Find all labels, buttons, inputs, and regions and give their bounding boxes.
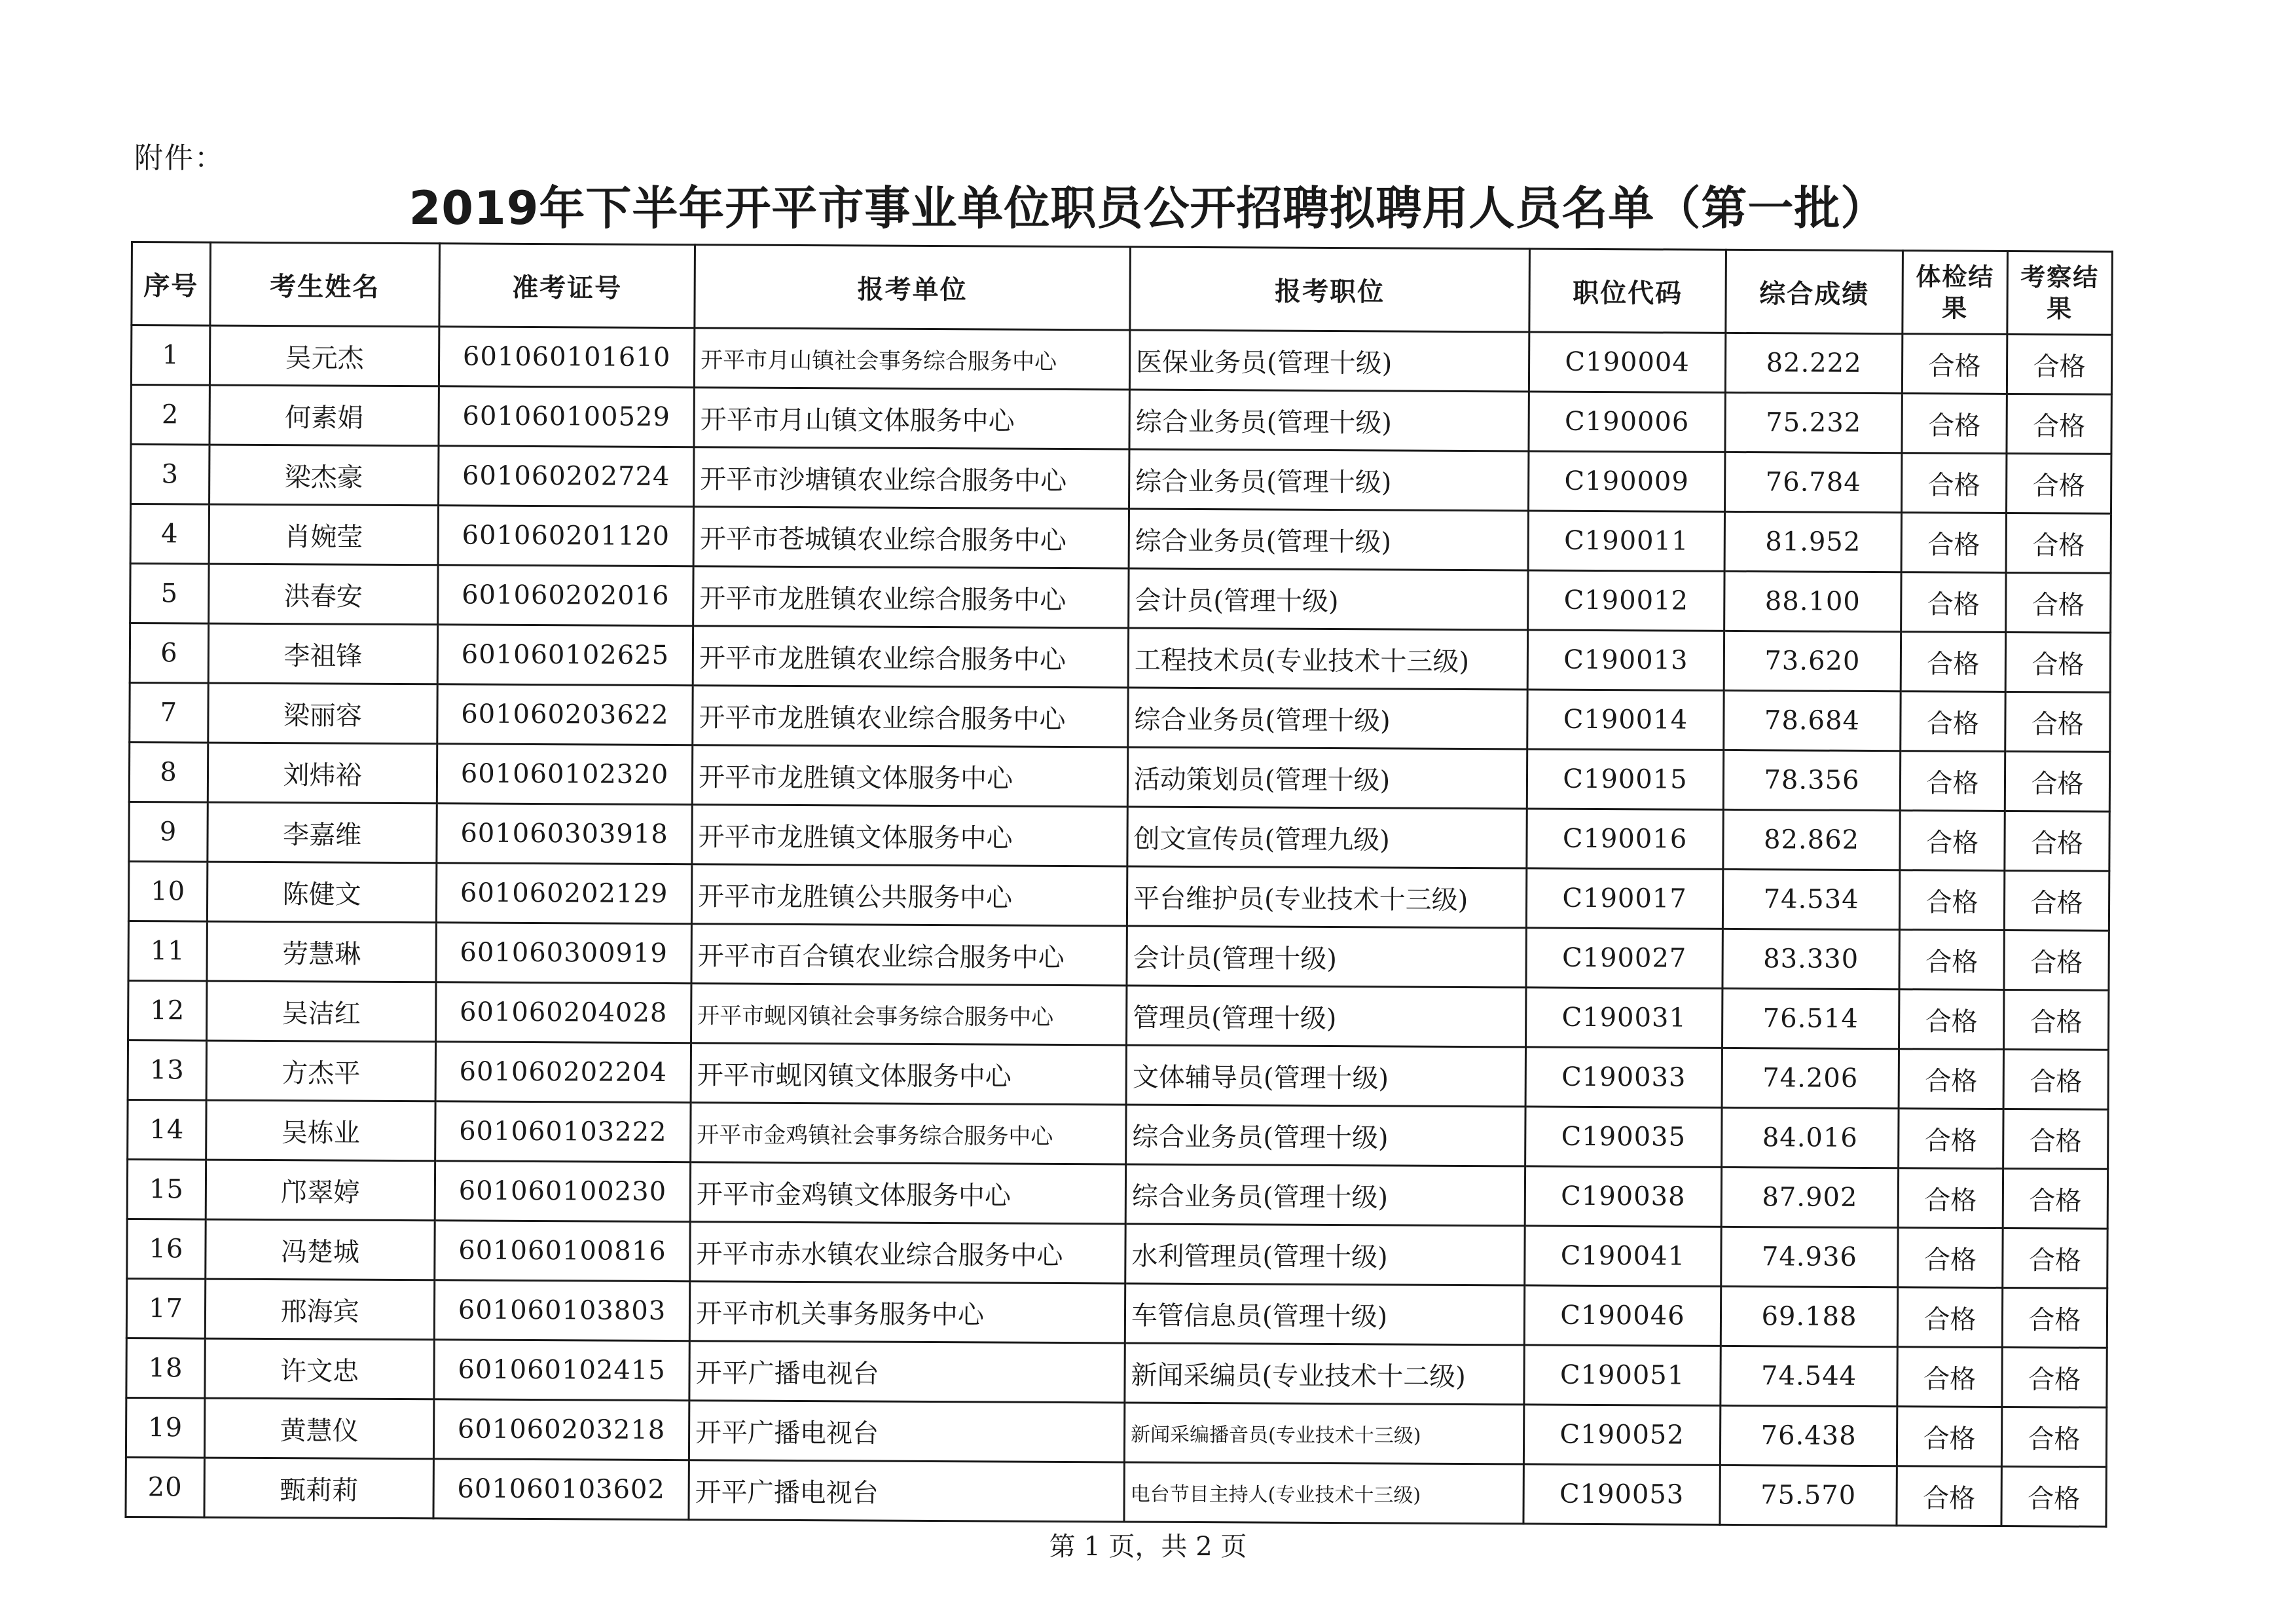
cell-review: 合格	[2003, 1168, 2107, 1228]
cell-no: 9	[129, 802, 208, 862]
cell-score: 75.232	[1725, 392, 1902, 452]
cell-review: 合格	[2005, 751, 2109, 811]
header-position: 报考职位	[1130, 247, 1530, 332]
cell-no: 6	[130, 623, 208, 684]
cell-code: C190016	[1527, 809, 1723, 869]
cell-ticket: 601060303918	[437, 803, 692, 864]
cell-medical: 合格	[1899, 930, 2004, 990]
cell-ticket: 601060102415	[434, 1340, 689, 1401]
cell-ticket: 601060103803	[434, 1280, 689, 1341]
cell-ticket: 601060202016	[438, 565, 693, 626]
cell-medical: 合格	[1897, 1466, 2001, 1526]
cell-position: 文体辅导员(管理十级)	[1126, 1045, 1525, 1107]
cell-code: C190052	[1523, 1405, 1720, 1465]
table-row	[128, 1040, 2108, 1109]
cell-position: 活动策划员(管理十级)	[1127, 747, 1527, 809]
cell-name: 吴元杰	[210, 325, 439, 386]
cell-name: 劳慧琳	[207, 921, 436, 982]
cell-score: 82.862	[1723, 809, 1900, 870]
cell-medical: 合格	[1898, 1228, 2003, 1288]
cell-score: 75.570	[1720, 1465, 1897, 1525]
table-row	[126, 1457, 2106, 1526]
table-row	[130, 623, 2110, 693]
table-row	[129, 802, 2109, 871]
table-row	[129, 742, 2109, 811]
cell-position: 综合业务员(管理十级)	[1129, 509, 1528, 570]
cell-code: C190027	[1526, 928, 1722, 988]
cell-position: 车管信息员(管理十级)	[1125, 1283, 1524, 1345]
table-body	[126, 325, 2112, 1527]
cell-name: 黄慧仪	[204, 1398, 433, 1459]
cell-ticket: 601060203218	[433, 1399, 689, 1460]
cell-unit: 开平市月山镇文体服务中心	[694, 388, 1129, 449]
cell-code: C190004	[1529, 332, 1725, 392]
cell-score: 73.620	[1724, 631, 1901, 691]
cell-unit: 开平市龙胜镇公共服务中心	[691, 864, 1127, 926]
cell-review: 合格	[2006, 573, 2111, 633]
cell-review: 合格	[2001, 1407, 2106, 1467]
cell-no: 14	[128, 1099, 206, 1160]
cell-name: 甄莉莉	[204, 1458, 433, 1519]
cell-position: 新闻采编员(专业技术十二级)	[1125, 1343, 1524, 1405]
cell-position: 综合业务员(管理十级)	[1126, 1105, 1525, 1166]
cell-medical: 合格	[1898, 1168, 2003, 1228]
cell-name: 陈健文	[207, 862, 436, 923]
cell-medical: 合格	[1897, 1287, 2002, 1348]
cell-code: C190035	[1525, 1107, 1722, 1167]
cell-review: 合格	[2005, 633, 2110, 693]
cell-review: 合格	[2002, 1287, 2107, 1348]
cell-ticket: 601060204028	[436, 982, 691, 1043]
cell-no: 18	[126, 1338, 205, 1398]
header-medical: 体检结果	[1903, 251, 2008, 335]
table-row	[126, 1338, 2107, 1407]
cell-ticket: 601060202204	[435, 1042, 691, 1103]
table-row	[131, 385, 2111, 454]
cell-unit: 开平广播电视台	[689, 1341, 1125, 1403]
cell-review: 合格	[2004, 930, 2109, 990]
table-header	[132, 242, 2113, 335]
cell-ticket: 601060300919	[436, 923, 691, 984]
cell-score: 84.016	[1722, 1107, 1899, 1168]
cell-position: 综合业务员(管理十级)	[1128, 688, 1527, 749]
cell-review: 合格	[2003, 1109, 2108, 1169]
table-row	[131, 325, 2111, 395]
cell-name: 何素娟	[210, 385, 439, 446]
cell-no: 7	[130, 682, 208, 743]
table-row	[130, 682, 2110, 752]
cell-unit: 开平市蚬冈镇文体服务中心	[691, 1043, 1126, 1105]
cell-medical: 合格	[1897, 1347, 2002, 1407]
cell-no: 10	[128, 861, 207, 921]
cell-unit: 开平市沙塘镇农业综合服务中心	[694, 447, 1129, 509]
cell-position: 综合业务员(管理十级)	[1129, 390, 1529, 451]
cell-score: 88.100	[1724, 571, 1901, 631]
cell-no: 3	[131, 445, 210, 505]
cell-review: 合格	[2004, 870, 2109, 931]
cell-name: 梁杰豪	[210, 445, 439, 506]
cell-score: 74.544	[1721, 1346, 1897, 1406]
cell-medical: 合格	[1901, 632, 2005, 692]
cell-name: 肖婉莹	[209, 504, 438, 565]
cell-no: 17	[126, 1278, 205, 1338]
cell-no: 13	[128, 1040, 206, 1100]
cell-no: 15	[127, 1159, 206, 1219]
cell-review: 合格	[2003, 1228, 2107, 1288]
cell-code: C190038	[1525, 1166, 1721, 1227]
cell-ticket: 601060101610	[439, 327, 694, 388]
cell-position: 水利管理员(管理十级)	[1125, 1224, 1525, 1285]
cell-no: 5	[130, 564, 209, 624]
cell-score: 78.684	[1724, 690, 1901, 750]
cell-unit: 开平广播电视台	[689, 1401, 1124, 1462]
cell-unit: 开平市金鸡镇社会事务综合服务中心	[691, 1103, 1126, 1164]
cell-code: C190017	[1526, 868, 1722, 929]
cell-code: C190051	[1524, 1345, 1721, 1405]
cell-medical: 合格	[1897, 1407, 2001, 1467]
cell-score: 76.438	[1720, 1405, 1897, 1466]
table-row	[128, 861, 2109, 931]
cell-position: 新闻采编播音员(专业技术十三级)	[1124, 1403, 1523, 1464]
cell-medical: 合格	[1902, 334, 2007, 394]
cell-ticket: 601060100230	[435, 1161, 690, 1222]
cell-code: C190046	[1524, 1285, 1721, 1346]
cell-code: C190013	[1527, 630, 1724, 690]
cell-name: 刘炜裕	[208, 743, 437, 803]
cell-name: 邢海宾	[205, 1279, 434, 1340]
cell-unit: 开平市龙胜镇农业综合服务中心	[693, 626, 1128, 688]
cell-unit: 开平市龙胜镇农业综合服务中心	[693, 686, 1128, 747]
table-row	[126, 1278, 2107, 1348]
cell-medical: 合格	[1902, 453, 2007, 513]
cell-name: 李嘉维	[208, 802, 437, 863]
cell-name: 邝翠婷	[206, 1160, 435, 1221]
cell-review: 合格	[2003, 1049, 2108, 1109]
cell-code: C190012	[1528, 570, 1724, 631]
cell-medical: 合格	[1899, 1049, 2003, 1109]
cell-unit: 开平市机关事务服务中心	[689, 1282, 1125, 1343]
cell-position: 电台节目主持人(专业技术十三级)	[1124, 1462, 1523, 1524]
cell-no: 2	[131, 385, 210, 445]
header-review: 考察结果	[2007, 251, 2113, 335]
table-row	[127, 1159, 2107, 1228]
cell-position: 创文宣传员(管理九级)	[1127, 807, 1527, 868]
cell-name: 梁丽容	[208, 683, 437, 744]
cell-name: 吴栋业	[206, 1100, 435, 1161]
header-score: 综合成绩	[1726, 249, 1903, 333]
cell-name: 吴洁红	[207, 981, 436, 1042]
cell-no: 11	[128, 921, 207, 981]
cell-score: 76.514	[1722, 988, 1899, 1048]
cell-position: 会计员(管理十级)	[1127, 926, 1526, 987]
cell-no: 16	[127, 1219, 206, 1279]
cell-review: 合格	[2006, 513, 2111, 574]
cell-position: 平台维护员(专业技术十三级)	[1127, 866, 1526, 928]
header-name: 考生姓名	[210, 242, 440, 327]
cell-ticket: 601060201120	[438, 506, 693, 566]
cell-ticket: 601060102320	[437, 744, 692, 805]
cell-no: 19	[126, 1397, 204, 1458]
cell-name: 洪春安	[209, 564, 438, 625]
cell-ticket: 601060100816	[435, 1221, 690, 1282]
cell-score: 82.222	[1725, 333, 1902, 393]
cell-code: C190011	[1528, 511, 1724, 571]
cell-ticket: 601060103602	[433, 1459, 689, 1520]
cell-medical: 合格	[1899, 989, 2004, 1050]
cell-ticket: 601060202129	[436, 863, 691, 924]
cell-name: 李祖锋	[208, 623, 437, 684]
cell-no: 20	[126, 1457, 204, 1517]
table-row	[131, 445, 2111, 514]
cell-unit: 开平市龙胜镇农业综合服务中心	[693, 566, 1129, 628]
cell-score: 87.902	[1721, 1167, 1898, 1227]
cell-score: 74.206	[1722, 1048, 1899, 1108]
cell-medical: 合格	[1899, 870, 2004, 931]
cell-medical: 合格	[1899, 1109, 2003, 1169]
cell-unit: 开平广播电视台	[689, 1460, 1124, 1522]
cell-review: 合格	[2007, 335, 2111, 395]
page-footer: 第 1 页，共 2 页	[1049, 1532, 1247, 1562]
table-row	[127, 1219, 2107, 1288]
cell-code: C190009	[1529, 451, 1725, 511]
cell-name: 方杰平	[206, 1041, 435, 1101]
cell-review: 合格	[2004, 989, 2109, 1050]
cell-unit: 开平市蚬冈镇社会事务综合服务中心	[691, 984, 1127, 1045]
cell-score: 69.188	[1721, 1286, 1897, 1346]
cell-code: C190031	[1526, 987, 1722, 1048]
cell-ticket: 601060203622	[437, 684, 693, 745]
cell-review: 合格	[2007, 394, 2111, 454]
cell-position: 会计员(管理十级)	[1129, 568, 1528, 630]
cell-unit: 开平市赤水镇农业综合服务中心	[690, 1222, 1125, 1283]
cell-position: 医保业务员(管理十级)	[1129, 330, 1529, 392]
cell-code: C190014	[1527, 690, 1724, 750]
cell-no: 12	[128, 980, 207, 1041]
cell-medical: 合格	[1901, 572, 2006, 633]
cell-score: 78.356	[1723, 750, 1900, 810]
cell-position: 工程技术员(专业技术十三级)	[1128, 628, 1527, 690]
header-no: 序号	[132, 242, 211, 326]
cell-medical: 合格	[1900, 811, 2005, 871]
cell-score: 83.330	[1722, 929, 1899, 989]
cell-position: 综合业务员(管理十级)	[1125, 1164, 1525, 1226]
cell-unit: 开平市苍城镇农业综合服务中心	[693, 507, 1129, 568]
cell-medical: 合格	[1901, 513, 2006, 573]
cell-no: 8	[129, 742, 208, 802]
cell-unit: 开平市龙胜镇文体服务中心	[692, 745, 1127, 807]
table-row	[128, 980, 2109, 1050]
cell-code: C190033	[1525, 1047, 1722, 1107]
cell-review: 合格	[2007, 454, 2111, 514]
cell-ticket: 601060103222	[435, 1101, 691, 1162]
table-row	[130, 564, 2111, 633]
cell-position: 综合业务员(管理十级)	[1129, 449, 1529, 511]
cell-name: 冯楚城	[206, 1219, 435, 1280]
cell-no: 4	[130, 504, 209, 564]
cell-code: C190041	[1525, 1226, 1721, 1286]
cell-unit: 开平市月山镇社会事务综合服务中心	[694, 328, 1129, 390]
cell-name: 许文忠	[205, 1338, 434, 1399]
cell-code: C190053	[1523, 1464, 1720, 1524]
cell-review: 合格	[2005, 811, 2109, 871]
table-row	[126, 1397, 2106, 1467]
cell-code: C190006	[1529, 392, 1725, 452]
cell-ticket: 601060202724	[439, 446, 694, 507]
header-unit: 报考单位	[695, 245, 1131, 330]
table-row	[128, 1099, 2108, 1169]
cell-ticket: 601060100529	[439, 386, 694, 447]
cell-review: 合格	[2002, 1347, 2107, 1407]
cell-review: 合格	[2001, 1466, 2106, 1526]
hiring-roster-table	[124, 241, 2113, 1528]
cell-score: 76.784	[1725, 452, 1902, 512]
cell-score: 74.936	[1721, 1227, 1898, 1287]
cell-medical: 合格	[1900, 751, 2005, 811]
cell-unit: 开平市龙胜镇文体服务中心	[692, 805, 1127, 866]
table-row	[128, 921, 2109, 990]
cell-ticket: 601060102625	[437, 625, 693, 686]
cell-no: 1	[131, 325, 210, 386]
header-ticket: 准考证号	[439, 244, 695, 328]
cell-score: 74.534	[1722, 869, 1899, 929]
cell-review: 合格	[2005, 692, 2110, 752]
page-title: 2019年下半年开平市事业单位职员公开招聘拟聘用人员名单（第一批）	[409, 181, 1887, 235]
cell-medical: 合格	[1901, 692, 2005, 752]
cell-code: C190015	[1527, 749, 1723, 809]
table-row	[130, 504, 2111, 574]
cell-score: 81.952	[1724, 511, 1901, 572]
cell-unit: 开平市百合镇农业综合服务中心	[691, 924, 1127, 986]
cell-position: 管理员(管理十级)	[1127, 986, 1526, 1047]
header-code: 职位代码	[1529, 249, 1726, 333]
cell-unit: 开平市金鸡镇文体服务中心	[690, 1162, 1125, 1224]
attachment-label: 附件：	[134, 141, 225, 175]
cell-medical: 合格	[1902, 394, 2007, 454]
